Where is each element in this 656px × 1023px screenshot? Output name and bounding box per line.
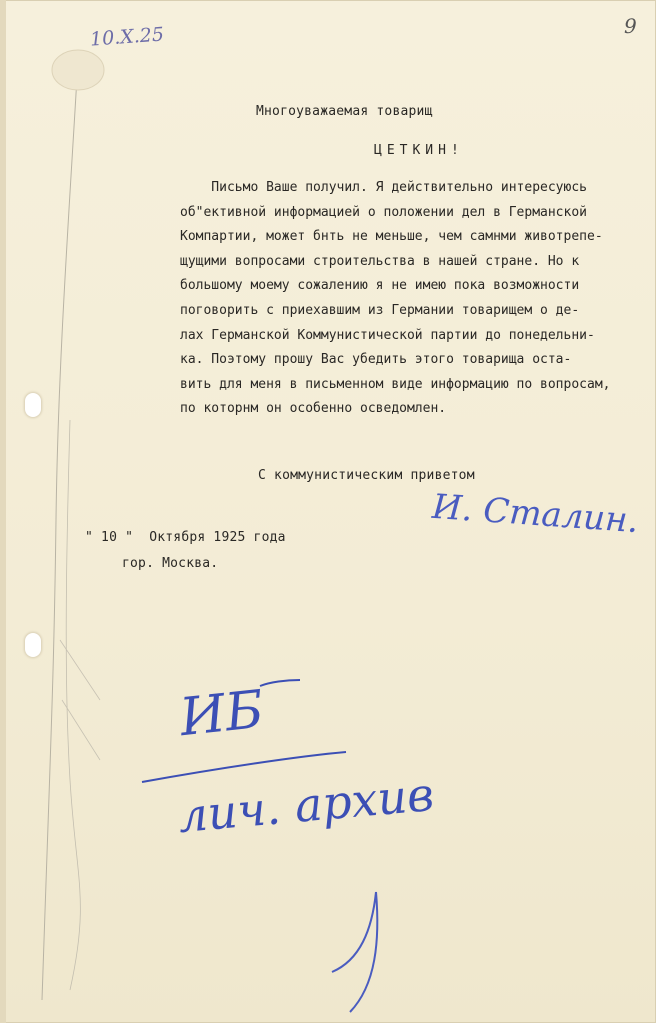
body-line: лах Германской Коммунистической партии до понедельни- <box>180 327 595 343</box>
body-line: ка. Поэтому прошу Вас убедить этого товарища оста- <box>180 352 572 368</box>
addressee: ЦЕТКИН! <box>374 143 464 158</box>
letter-body <box>180 176 610 422</box>
closing: С коммунистическим приветом <box>258 468 475 483</box>
body-line: вить для меня в письменном виде информацию по вопросам, <box>180 376 611 392</box>
signature: И. Сталин. <box>430 486 640 542</box>
body-line: большому моему сожалению я не имею пока возможности <box>180 278 580 294</box>
pencil-line <box>66 420 80 990</box>
ink-initial <box>332 892 377 1012</box>
place-line: гор. Москва. <box>122 556 219 571</box>
body-line: Компартии, может бнть не меньше, чем самнми животрепе- <box>180 229 603 245</box>
ink-stroke <box>260 680 300 686</box>
pencil-line <box>42 60 78 1000</box>
date-line: " 10 " Октября 1925 года <box>85 530 286 545</box>
archive-date: 10.X.25 <box>89 23 165 51</box>
body-line: об"ективной информацией о положении дел в Германской <box>180 204 587 220</box>
body-line: Письмо Ваше получил. Я действительно интересуюсь <box>180 180 587 195</box>
handwritten-note-line1: ИБ <box>177 679 267 749</box>
body-line: по которнм он особенно осведомлен. <box>180 401 447 417</box>
salutation: Многоуважаемая товарищ <box>256 104 433 119</box>
handwritten-note-line2: лич. архив <box>176 766 436 844</box>
page-number: 9 <box>624 14 637 38</box>
paper-stain <box>52 50 104 90</box>
body-line: щущими вопросами строительства в нашей стране. Но к <box>180 253 580 269</box>
body-line: поговорить с приехавшим из Германии товарищем о де- <box>180 302 580 318</box>
